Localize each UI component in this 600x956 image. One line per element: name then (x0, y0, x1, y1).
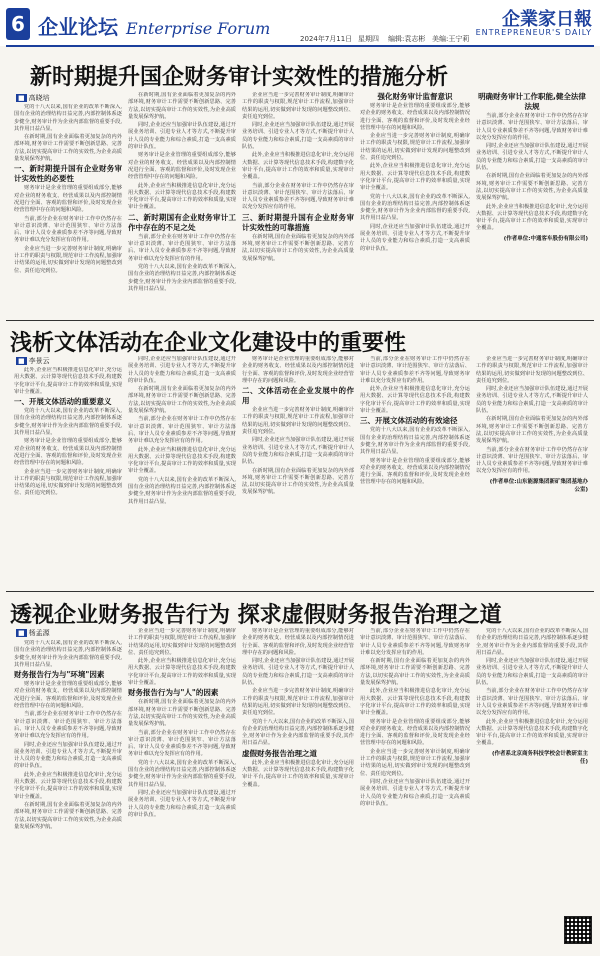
article3-byline: ■ 杨孟源 (18, 629, 50, 637)
article3-column-3 (242, 628, 354, 940)
paragraph: 财务审计是企业管理的重要组成部分,能够对企业的财务收支、经营成果以及内部控制情况进行全面、客观的监督和评价,及时发现企业经营管理中存在的问题和风险。 (242, 356, 354, 384)
paragraph: 当前,部分企业在财务审计工作中仍然存在审计意识淡薄、审计范围狭窄、审计方法落后、审计人员专业素质参差不齐等问题,导致财务审计难以充分发挥应有的作用。 (14, 711, 122, 740)
paragraph: 当前,部分企业在财务审计工作中仍然存在审计意识淡薄、审计范围狭窄、审计方法落后、审计人员专业素质参差不齐等问题,导致财务审计难以充分发挥应有的作用。 (14, 215, 122, 244)
article1-column-5 (476, 92, 588, 314)
article3-heading-3: 虚假财务报告治理之道 (242, 748, 317, 758)
article3-column-5 (476, 628, 588, 908)
article1-title: 新时期提升国企财务审计实效性的措施分析 (30, 64, 449, 90)
article3-column-2 (128, 628, 236, 940)
paragraph: 财务审计是企业管理的重要组成部分,能够对企业的财务收支、经营成果以及内部控制情况进行全面、客观的监督和评价,及时发现企业经营管理中存在的问题和风险。 (14, 681, 122, 710)
article2-heading-2: 二、文体活动在企业发展中的作用 (242, 386, 354, 406)
newspaper-logo-en: ENTREPRENEUR'S DAILY (475, 28, 592, 37)
article3-author: 杨孟源 (28, 629, 50, 637)
paragraph: 党的十八大以来,国有企业的改革不断深入,国有企业的治理结构日益完善,内部控制体系逐步健全,财务审计作为企业内部监督的重要手段,其作用日益凸显。 (128, 759, 236, 788)
paragraph: 党的十八大以来,国有企业的改革不断深入,国有企业的治理结构日益完善,内部控制体系逐步健全,财务审计作为企业内部监督的重要手段,其作用日益凸显。 (14, 640, 122, 668)
article1-heading-1: 一、新时期提升国有企业财务审计实效性的必要性 (14, 164, 122, 184)
paragraph: 党的十八大以来,国有企业的改革不断深入,国有企业的治理结构日益完善,内部控制体系逐步健全,财务审计作为企业内部监督的重要手段,其作用日益凸显。 (476, 628, 588, 656)
paragraph: 党的十八大以来,国有企业的改革不断深入,国有企业的治理结构日益完善,内部控制体系逐步健全,财务审计作为企业内部监督的重要手段,其作用日益凸显。 (242, 718, 354, 747)
paragraph: 同时,企业还应当加强审计队伍建设,通过开展业务培训、引进专业人才等方式,不断提升审计人员的专业能力和综合素质,打造一支高素质的审计队伍。 (14, 741, 122, 770)
article3-heading-1: 财务报告行为与"环境"因素 (14, 670, 105, 680)
paragraph: 企业应当进一步完善财务审计制度,明确审计工作的职责与权限,规范审计工作流程,加强审计结果的运用,切实做到审计发现的问题整改到位、责任追究到位。 (476, 356, 588, 384)
paragraph: 当前,部分企业在财务审计工作中仍然存在审计意识淡薄、审计范围狭窄、审计方法落后、审计人员专业素质参差不齐等问题,导致财务审计难以充分发挥应有的作用。 (128, 233, 236, 262)
paragraph: 在新时期,国有企业面临着更加复杂的内外部环境,财务审计工作需要不断创新思路、完善方法,以切实提高审计工作的实效性,为企业高质量发展保驾护航。 (14, 801, 122, 830)
paragraph: 在新时期,国有企业面临着更加复杂的内外部环境,财务审计工作需要不断创新思路、完善方法,以切实提高审计工作的实效性,为企业高质量发展保驾护航。 (14, 134, 122, 163)
paragraph: 此外,企业应当积极推进信息化审计,充分运用大数据、云计算等现代信息技术手段,构建数字化审计平台,提高审计工作的效率和质量,实现审计全覆盖。 (242, 152, 354, 181)
paragraph: 在新时期,国有企业面临着更加复杂的内外部环境,财务审计工作需要不断创新思路、完善方法,以切实提高审计工作的实效性,为企业高质量发展保驾护航。 (128, 92, 236, 120)
paragraph: 此外,企业应当积极推进信息化审计,充分运用大数据、云计算等现代信息技术手段,构建数字化审计平台,提高审计工作的效率和质量,实现审计全覆盖。 (14, 367, 122, 395)
paragraph: 同时,企业还应当加强审计队伍建设,通过开展业务培训、引进专业人才等方式,不断提升审计人员的专业能力和综合素质,打造一支高素质的审计队伍。 (128, 356, 236, 384)
article1-author: 高晓培 (28, 94, 50, 102)
article1-heading-2: 二、新时期国有企业财务审计工作中存在的不足之处 (128, 212, 236, 232)
section-name-en: Enterprise Forum (126, 19, 271, 38)
section-name: 企业论坛 (38, 15, 118, 39)
paragraph: 同时,企业还应当加强审计队伍建设,通过开展业务培训、引进专业人才等方式,不断提升审计人员的专业能力和综合素质,打造一支高素质的审计队伍。 (360, 778, 470, 807)
header-rule (6, 45, 594, 47)
article1-heading-4: 明确财务审计工作职能,健全法律法规 (478, 92, 586, 111)
article3-heading-2: 财务报告行为与"人"的因素 (128, 688, 219, 698)
paragraph: 党的十八大以来,国有企业的改革不断深入,国有企业的治理结构日益完善,内部控制体系逐步健全,财务审计作为企业内部监督的重要手段,其作用日益凸显。 (360, 427, 470, 456)
paragraph: 当前,部分企业在财务审计工作中仍然存在审计意识淡薄、审计范围狭窄、审计方法落后、审计人员专业素质参差不齐等问题,导致财务审计难以充分发挥应有的作用。 (360, 628, 470, 656)
article3-title: 透视企业财务报告行为 探求虚假财务报告治理之道 (10, 602, 502, 628)
paragraph: 此外,企业应当积极推进信息化审计,充分运用大数据、云计算等现代信息技术手段,构建数字化审计平台,提高审计工作的效率和质量,实现审计全覆盖。 (14, 771, 122, 800)
paragraph: 企业应当进一步完善财务审计制度,明确审计工作的职责与权限,规范审计工作流程,加强审计结果的运用,切实做到审计发现的问题整改到位、责任追究到位。 (14, 468, 122, 497)
paragraph: 同时,企业还应当加强审计队伍建设,通过开展业务培训、引进专业人才等方式,不断提升审计人员的专业能力和综合素质,打造一支高素质的审计队伍。 (242, 437, 354, 466)
paragraph: 企业应当进一步完善财务审计制度,明确审计工作的职责与权限,规范审计工作流程,加强审计结果的运用,切实做到审计发现的问题整改到位、责任追究到位。 (360, 133, 470, 162)
article1-column-1 (14, 104, 122, 314)
paragraph: 此外,企业应当积极推进信息化审计,充分运用大数据、云计算等现代信息技术手段,构建数字化审计平台,提高审计工作的效率和质量,实现审计全覆盖。 (476, 203, 588, 232)
paragraph: 企业应当进一步完善财务审计制度,明确审计工作的职责与权限,规范审计工作流程,加强审计结果的运用,切实做到审计发现的问题整改到位、责任追究到位。 (242, 407, 354, 436)
paragraph: 财务审计是企业管理的重要组成部分,能够对企业的财务收支、经营成果以及内部控制情况进行全面、客观的监督和评价,及时发现企业经营管理中存在的问题和风险。 (128, 152, 236, 181)
paragraph: 同时,企业还应当加强审计队伍建设,通过开展业务培训、引进专业人才等方式,不断提升审计人员的专业能力和综合素质,打造一支高素质的审计队伍。 (476, 386, 588, 415)
paragraph: 此外,企业应当积极推进信息化审计,充分运用大数据、云计算等现代信息技术手段,构建数字化审计平台,提高审计工作的效率和质量,实现审计全覆盖。 (242, 759, 354, 788)
paragraph: 党的十八大以来,国有企业的改革不断深入,国有企业的治理结构日益完善,内部控制体系逐步健全,财务审计作为企业内部监督的重要手段,其作用日益凸显。 (14, 408, 122, 437)
article1-column-4 (360, 92, 470, 314)
paragraph: 财务审计是企业管理的重要组成部分,能够对企业的财务收支、经营成果以及内部控制情况进行全面、客观的监督和评价,及时发现企业经营管理中存在的问题和风险。 (242, 628, 354, 656)
paragraph: 财务审计是企业管理的重要组成部分,能够对企业的财务收支、经营成果以及内部控制情况进行全面、客观的监督和评价,及时发现企业经营管理中存在的问题和风险。 (14, 185, 122, 214)
paragraph: 同时,企业还应当加强审计队伍建设,通过开展业务培训、引进专业人才等方式,不断提升审计人员的专业能力和综合素质,打造一支高素质的审计队伍。 (360, 223, 470, 252)
article2-column-1 (14, 367, 122, 585)
article2-column-2 (128, 356, 236, 585)
issue-weekday: 星期四 (358, 35, 379, 43)
paragraph: 在新时期,国有企业面临着更加复杂的内外部环境,财务审计工作需要不断创新思路、完善方法,以切实提高审计工作的实效性,为企业高质量发展保驾护航。 (476, 416, 588, 445)
article2-title: 浅析文体活动在企业文化建设中的重要性 (10, 330, 407, 356)
paragraph: 此外,企业应当积极推进信息化审计,充分运用大数据、云计算等现代信息技术手段,构建数字化审计平台,提高审计工作的效率和质量,实现审计全覆盖。 (128, 446, 236, 475)
paragraph: 此外,企业应当积极推进信息化审计,充分运用大数据、云计算等现代信息技术手段,构建数字化审计平台,提高审计工作的效率和质量,实现审计全覆盖。 (360, 688, 470, 717)
paragraph: 此外,企业应当积极推进信息化审计,充分运用大数据、云计算等现代信息技术手段,构建数字化审计平台,提高审计工作的效率和质量,实现审计全覆盖。 (128, 182, 236, 211)
paragraph: 党的十八大以来,国有企业的改革不断深入,国有企业的治理结构日益完善,内部控制体系逐步健全,财务审计作为企业内部监督的重要手段,其作用日益凸显。 (14, 104, 122, 132)
article3-signature: (作者系北京商务科技学校会计教研室主任) (491, 750, 588, 765)
article-divider (6, 591, 594, 592)
article1-column-2 (128, 92, 236, 314)
qr-code (564, 916, 592, 944)
paragraph: 企业应当进一步完善财务审计制度,明确审计工作的职责与权限,规范审计工作流程,加强审计结果的运用,切实做到审计发现的问题整改到位、责任追究到位。 (360, 748, 470, 777)
paragraph: 财务审计是企业管理的重要组成部分,能够对企业的财务收支、经营成果以及内部控制情况进行全面、客观的监督和评价,及时发现企业经营管理中存在的问题和风险。 (360, 718, 470, 747)
paragraph: 在新时期,国有企业面临着更加复杂的内外部环境,财务审计工作需要不断创新思路、完善方法,以切实提高审计工作的实效性,为企业高质量发展保驾护航。 (128, 386, 236, 415)
article2-heading-1: 一、开展文体活动的重要意义 (14, 397, 112, 407)
paragraph: 在新时期,国有企业面临着更加复杂的内外部环境,财务审计工作需要不断创新思路、完善方法,以切实提高审计工作的实效性,为企业高质量发展保驾护航。 (128, 699, 236, 728)
paragraph: 同时,企业还应当加强审计队伍建设,通过开展业务培训、引进专业人才等方式,不断提升审计人员的专业能力和综合素质,打造一支高素质的审计队伍。 (128, 122, 236, 151)
article3-column-1 (14, 640, 122, 940)
paragraph: 党的十八大以来,国有企业的改革不断深入,国有企业的治理结构日益完善,内部控制体系逐步健全,财务审计作为企业内部监督的重要手段,其作用日益凸显。 (360, 193, 470, 222)
article1-heading-3: 三、新时期提升国有企业财务审计实效性的可靠措施 (242, 212, 354, 232)
paragraph: 当前,部分企业在财务审计工作中仍然存在审计意识淡薄、审计范围狭窄、审计方法落后、审计人员专业素质参差不齐等问题,导致财务审计难以充分发挥应有的作用。 (360, 356, 470, 384)
section-title (38, 11, 270, 40)
paragraph: 党的十八大以来,国有企业的改革不断深入,国有企业的治理结构日益完善,内部控制体系逐步健全,财务审计作为企业内部监督的重要手段,其作用日益凸显。 (128, 263, 236, 292)
paragraph: 企业应当进一步完善财务审计制度,明确审计工作的职责与权限,规范审计工作流程,加强审计结果的运用,切实做到审计发现的问题整改到位、责任追究到位。 (242, 688, 354, 717)
paragraph: 在新时期,国有企业面临着更加复杂的内外部环境,财务审计工作需要不断创新思路、完善方法,以切实提高审计工作的实效性,为企业高质量发展保驾护航。 (476, 173, 588, 202)
issue-date: 2024年7月11日 (300, 35, 353, 43)
paragraph: 同时,企业还应当加强审计队伍建设,通过开展业务培训、引进专业人才等方式,不断提升审计人员的专业能力和综合素质,打造一支高素质的审计队伍。 (128, 789, 236, 818)
paragraph: 此外,企业应当积极推进信息化审计,充分运用大数据、云计算等现代信息技术手段,构建数字化审计平台,提高审计工作的效率和质量,实现审计全覆盖。 (128, 658, 236, 687)
paragraph: 当前,部分企业在财务审计工作中仍然存在审计意识淡薄、审计范围狭窄、审计方法落后、审计人员专业素质参差不齐等问题,导致财务审计难以充分发挥应有的作用。 (476, 688, 588, 717)
paragraph: 在新时期,国有企业面临着更加复杂的内外部环境,财务审计工作需要不断创新思路、完善方法,以切实提高审计工作的实效性,为企业高质量发展保驾护航。 (242, 467, 354, 496)
article-divider (6, 320, 594, 321)
paragraph: 此外,企业应当积极推进信息化审计,充分运用大数据、云计算等现代信息技术手段,构建数字化审计平台,提高审计工作的效率和质量,实现审计全覆盖。 (476, 718, 588, 747)
paragraph: 当前,部分企业在财务审计工作中仍然存在审计意识淡薄、审计范围狭窄、审计方法落后、审计人员专业素质参差不齐等问题,导致财务审计难以充分发挥应有的作用。 (128, 416, 236, 445)
proofreader-credit: 美编:王宁莉 (432, 35, 470, 43)
paragraph: 当前,部分企业在财务审计工作中仍然存在审计意识淡薄、审计范围狭窄、审计方法落后、审计人员专业素质参差不齐等问题,导致财务审计难以充分发挥应有的作用。 (476, 446, 588, 475)
paragraph: 党的十八大以来,国有企业的改革不断深入,国有企业的治理结构日益完善,内部控制体系逐步健全,财务审计作为企业内部监督的重要手段,其作用日益凸显。 (128, 476, 236, 505)
article2-column-4 (360, 356, 470, 585)
article2-signature: (作者单位:山东能源集团新矿集团基地办公室) (489, 478, 588, 493)
paragraph: 财务审计是企业管理的重要组成部分,能够对企业的财务收支、经营成果以及内部控制情况进行全面、客观的监督和评价,及时发现企业经营管理中存在的问题和风险。 (360, 457, 470, 486)
article1-byline: ■ 高晓培 (18, 94, 50, 102)
editor-credit: 编辑:袁志彬 (388, 35, 426, 43)
paragraph: 同时,企业还应当加强审计队伍建设,通过开展业务培训、引进专业人才等方式,不断提升审计人员的专业能力和综合素质,打造一支高素质的审计队伍。 (476, 143, 588, 172)
article2-byline: ■ 李景云 (18, 357, 50, 365)
paragraph: 在新时期,国有企业面临着更加复杂的内外部环境,财务审计工作需要不断创新思路、完善方法,以切实提高审计工作的实效性,为企业高质量发展保驾护航。 (360, 658, 470, 687)
paragraph: 当前,部分企业在财务审计工作中仍然存在审计意识淡薄、审计范围狭窄、审计方法落后、审计人员专业素质参差不齐等问题,导致财务审计难以充分发挥应有的作用。 (242, 182, 354, 211)
newspaper-logo: 企業家日報 (502, 9, 592, 30)
paragraph: 同时,企业还应当加强审计队伍建设,通过开展业务培训、引进专业人才等方式,不断提升审计人员的专业能力和综合素质,打造一支高素质的审计队伍。 (476, 658, 588, 687)
article2-author: 李景云 (28, 357, 50, 365)
paragraph: 财务审计是企业管理的重要组成部分,能够对企业的财务收支、经营成果以及内部控制情况进行全面、客观的监督和评价,及时发现企业经营管理中存在的问题和风险。 (14, 438, 122, 467)
paragraph: 此外,企业应当积极推进信息化审计,充分运用大数据、云计算等现代信息技术手段,构建数字化审计平台,提高审计工作的效率和质量,实现审计全覆盖。 (360, 386, 470, 415)
paragraph: 企业应当进一步完善财务审计制度,明确审计工作的职责与权限,规范审计工作流程,加强审计结果的运用,切实做到审计发现的问题整改到位、责任追究到位。 (128, 628, 236, 656)
paragraph: 在新时期,国有企业面临着更加复杂的内外部环境,财务审计工作需要不断创新思路、完善方法,以切实提高审计工作的实效性,为企业高质量发展保驾护航。 (242, 233, 354, 262)
article2-heading-3: 三、开展文体活动的有效途径 (360, 416, 458, 426)
paragraph: 财务审计是企业管理的重要组成部分,能够对企业的财务收支、经营成果以及内部控制情况进行全面、客观的监督和评价,及时发现企业经营管理中存在的问题和风险。 (360, 103, 470, 131)
article2-column-3 (242, 356, 354, 585)
paragraph: 当前,部分企业在财务审计工作中仍然存在审计意识淡薄、审计范围狭窄、审计方法落后、审计人员专业素质参差不齐等问题,导致财务审计难以充分发挥应有的作用。 (128, 729, 236, 758)
article3-column-4 (360, 628, 470, 940)
paragraph: 同时,企业还应当加强审计队伍建设,通过开展业务培训、引进专业人才等方式,不断提升审计人员的专业能力和综合素质,打造一支高素质的审计队伍。 (242, 658, 354, 687)
paragraph: 当前,部分企业在财务审计工作中仍然存在审计意识淡薄、审计范围狭窄、审计方法落后、审计人员专业素质参差不齐等问题,导致财务审计难以充分发挥应有的作用。 (476, 113, 588, 141)
paragraph: 企业应当进一步完善财务审计制度,明确审计工作的职责与权限,规范审计工作流程,加强审计结果的运用,切实做到审计发现的问题整改到位、责任追究到位。 (242, 92, 354, 120)
article1-signature: (作者单位:中通客车股份有限公司) (503, 235, 588, 242)
paragraph: 同时,企业还应当加强审计队伍建设,通过开展业务培训、引进专业人才等方式,不断提升审计人员的专业能力和综合素质,打造一支高素质的审计队伍。 (242, 122, 354, 151)
article2-column-5 (476, 356, 588, 585)
paragraph: 此外,企业应当积极推进信息化审计,充分运用大数据、云计算等现代信息技术手段,构建数字化审计平台,提高审计工作的效率和质量,实现审计全覆盖。 (360, 163, 470, 192)
paragraph: 企业应当进一步完善财务审计制度,明确审计工作的职责与权限,规范审计工作流程,加强审计结果的运用,切实做到审计发现的问题整改到位、责任追究到位。 (14, 245, 122, 274)
article1-column-3 (242, 92, 354, 314)
article1-heading-5: 强化财务审计监督意识 (377, 92, 453, 101)
page-number: 6 (6, 8, 30, 40)
